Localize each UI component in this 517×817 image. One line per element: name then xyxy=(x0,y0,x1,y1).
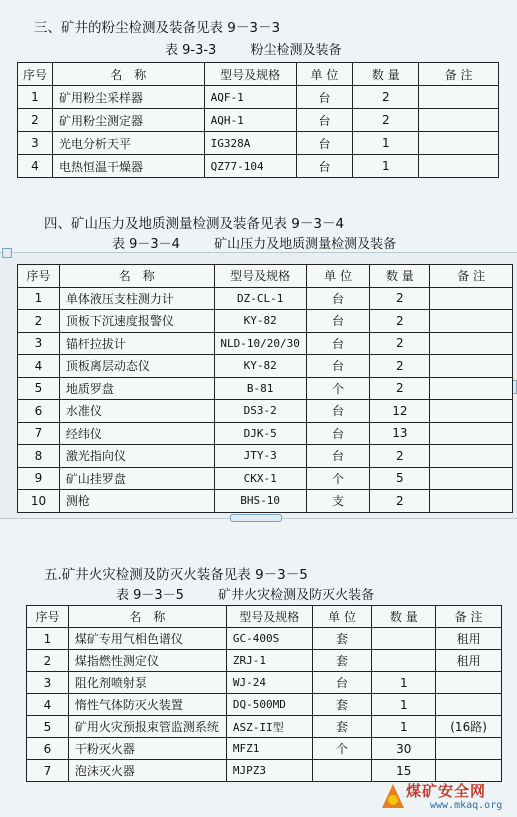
table-row xyxy=(27,694,502,716)
table-cell: 5 xyxy=(27,716,69,738)
table-row xyxy=(27,738,502,760)
table-cell: 台 xyxy=(306,422,370,445)
table-cell: 2 xyxy=(370,332,430,355)
table-header-row xyxy=(27,606,502,628)
table-cell: 7 xyxy=(18,422,60,445)
table-cell: 13 xyxy=(370,422,430,445)
column-header: 序号 xyxy=(18,63,53,86)
table-cell: 台 xyxy=(306,310,370,333)
table-cell: 矿用粉尘测定器 xyxy=(52,109,204,132)
table-cell: 支 xyxy=(306,490,370,513)
table-cell xyxy=(419,109,499,132)
table-cell: 单体液压支柱测力计 xyxy=(59,287,214,310)
table-cell: 矿用粉尘采样器 xyxy=(52,86,204,109)
caption-number: 表 9-3-3 xyxy=(165,43,217,58)
column-header: 备 注 xyxy=(436,606,502,628)
table-cell: 激光指向仪 xyxy=(59,445,214,468)
table-row xyxy=(18,109,499,132)
table-cell: 个 xyxy=(312,738,372,760)
table-cell: B-81 xyxy=(214,377,306,400)
section2-heading: 四、矿山压力及地质测量检测及装备见表 9－3－4 xyxy=(44,216,345,232)
table-cell: 煤指燃性测定仪 xyxy=(68,650,226,672)
table-cell: AQF-1 xyxy=(204,86,296,109)
table-cell xyxy=(436,672,502,694)
table-cell: 1 xyxy=(18,86,53,109)
table-cell: 干粉灭火器 xyxy=(68,738,226,760)
table-cell xyxy=(430,490,513,513)
table-cell: 煤矿专用气相色谱仪 xyxy=(68,628,226,650)
table-cell: 4 xyxy=(18,155,53,178)
table-cell: 5 xyxy=(370,467,430,490)
table-cell: 1 xyxy=(18,287,60,310)
table-cell: 台 xyxy=(296,109,353,132)
table-cell xyxy=(430,310,513,333)
table-cell: 1 xyxy=(372,672,436,694)
table-cell: 8 xyxy=(18,445,60,468)
table-cell: 电热恒温干燥器 xyxy=(52,155,204,178)
table-cell xyxy=(430,400,513,423)
table-cell: 10 xyxy=(18,490,60,513)
table-cell: 阻化剂喷射泵 xyxy=(68,672,226,694)
table-cell xyxy=(430,422,513,445)
watermark-url: www.mkaq.org xyxy=(430,800,503,811)
table-cell: 2 xyxy=(18,310,60,333)
table-cell: 2 xyxy=(18,109,53,132)
table-cell xyxy=(430,467,513,490)
table-row xyxy=(18,377,513,400)
table-row xyxy=(18,355,513,378)
table-cell: 2 xyxy=(370,377,430,400)
table-move-handle[interactable] xyxy=(2,248,12,258)
table-cell: 矿山挂罗盘 xyxy=(59,467,214,490)
site-watermark xyxy=(380,778,516,816)
table-cell: 2 xyxy=(370,310,430,333)
table-cell: 2 xyxy=(353,86,419,109)
table-cell: CKX-1 xyxy=(214,467,306,490)
table-cell: 2 xyxy=(370,355,430,378)
table-cell: 台 xyxy=(306,287,370,310)
table-cell: 台 xyxy=(306,355,370,378)
table-cell: JTY-3 xyxy=(214,445,306,468)
table-cell: 3 xyxy=(18,132,53,155)
dust-equipment-table xyxy=(17,62,499,178)
table-cell: 30 xyxy=(372,738,436,760)
section1-caption xyxy=(165,39,341,58)
column-header: 备 注 xyxy=(430,265,513,288)
table-cell: KY-82 xyxy=(214,355,306,378)
table-cell: 1 xyxy=(27,628,69,650)
table-cell xyxy=(419,132,499,155)
table-cell: 1 xyxy=(372,694,436,716)
bottom-resize-handle[interactable] xyxy=(230,514,282,522)
table-cell xyxy=(419,155,499,178)
pressure-geology-table xyxy=(17,264,513,513)
table-cell xyxy=(372,650,436,672)
column-header: 名 称 xyxy=(68,606,226,628)
table-cell: 台 xyxy=(306,332,370,355)
caption-title: 矿井火灾检测及防灭火装备 xyxy=(218,588,375,603)
table-cell: 2 xyxy=(370,490,430,513)
table-row xyxy=(27,716,502,738)
table-cell: 台 xyxy=(296,132,353,155)
table-cell: 台 xyxy=(296,155,353,178)
table-cell: 租用 xyxy=(436,628,502,650)
table-cell: ZRJ-1 xyxy=(226,650,312,672)
table-cell: KY-82 xyxy=(214,310,306,333)
table-row xyxy=(27,672,502,694)
table-row xyxy=(18,287,513,310)
section2-caption xyxy=(112,233,396,252)
table-cell xyxy=(430,377,513,400)
table-cell: 个 xyxy=(306,467,370,490)
table-cell: WJ-24 xyxy=(226,672,312,694)
caption-number: 表 9－3－5 xyxy=(116,588,184,603)
table-row xyxy=(18,400,513,423)
table-cell: MFZ1 xyxy=(226,738,312,760)
column-header: 型号及规格 xyxy=(204,63,296,86)
table-row xyxy=(18,422,513,445)
caption-title: 矿山压力及地质测量检测及装备 xyxy=(214,237,397,252)
table-cell: BHS-10 xyxy=(214,490,306,513)
table-cell: (16路) xyxy=(436,716,502,738)
caption-number: 表 9－3－4 xyxy=(112,237,180,252)
table-cell xyxy=(430,332,513,355)
table-cell xyxy=(430,287,513,310)
table-row xyxy=(18,332,513,355)
table-cell: 7 xyxy=(27,760,69,782)
watermark-logo-icon xyxy=(380,782,406,812)
column-header: 名 称 xyxy=(59,265,214,288)
column-header: 数 量 xyxy=(353,63,419,86)
table-cell xyxy=(436,738,502,760)
table-row xyxy=(18,467,513,490)
section1-heading: 三、矿井的粉尘检测及装备见表 9－3－3 xyxy=(34,20,281,36)
column-header: 备 注 xyxy=(419,63,499,86)
column-header: 数 量 xyxy=(372,606,436,628)
table-cell: AQH-1 xyxy=(204,109,296,132)
table-cell: 套 xyxy=(312,650,372,672)
table-row xyxy=(27,628,502,650)
column-header: 单 位 xyxy=(312,606,372,628)
table-cell: 锚杆拉拔计 xyxy=(59,332,214,355)
table-cell: 4 xyxy=(27,694,69,716)
watermark-text: 煤矿安全网 xyxy=(406,782,487,800)
table-cell: 地质罗盘 xyxy=(59,377,214,400)
table-cell xyxy=(430,445,513,468)
table-cell: 经纬仪 xyxy=(59,422,214,445)
table-row xyxy=(18,132,499,155)
table-header-row xyxy=(18,265,513,288)
table-cell: IG328A xyxy=(204,132,296,155)
table-cell xyxy=(419,86,499,109)
table-cell: DZ-CL-1 xyxy=(214,287,306,310)
table-cell: 9 xyxy=(18,467,60,490)
table-cell: 1 xyxy=(353,132,419,155)
table-row xyxy=(18,445,513,468)
table-cell: DJK-5 xyxy=(214,422,306,445)
table-cell: 6 xyxy=(27,738,69,760)
table-row xyxy=(18,490,513,513)
table-cell: DQ-500MD xyxy=(226,694,312,716)
caption-title: 粉尘检测及装备 xyxy=(250,43,342,58)
table-cell: GC-400S xyxy=(226,628,312,650)
table-cell: 顶板离层动态仪 xyxy=(59,355,214,378)
table-cell: 测枪 xyxy=(59,490,214,513)
table-cell xyxy=(430,355,513,378)
table-cell: 12 xyxy=(370,400,430,423)
table-cell xyxy=(436,694,502,716)
table-row xyxy=(27,650,502,672)
table-cell xyxy=(312,760,372,782)
table-cell: 套 xyxy=(312,694,372,716)
table-cell: 4 xyxy=(18,355,60,378)
table-cell: 租用 xyxy=(436,650,502,672)
table-cell: 套 xyxy=(312,716,372,738)
column-header: 型号及规格 xyxy=(214,265,306,288)
fire-equipment-table xyxy=(26,605,502,782)
table-cell: DS3-2 xyxy=(214,400,306,423)
section3-heading: 五.矿井火灾检测及防灭火装备见表 9－3－5 xyxy=(44,567,308,583)
table-cell: 台 xyxy=(312,672,372,694)
table-cell: MJPZ3 xyxy=(226,760,312,782)
table-cell: 个 xyxy=(306,377,370,400)
table-row xyxy=(18,310,513,333)
table-cell: 1 xyxy=(372,716,436,738)
table-cell: 2 xyxy=(370,287,430,310)
section3-caption xyxy=(116,584,374,603)
table-cell: 5 xyxy=(18,377,60,400)
table-cell: 水准仪 xyxy=(59,400,214,423)
table-cell: 3 xyxy=(18,332,60,355)
table-cell: 2 xyxy=(27,650,69,672)
table-cell: 3 xyxy=(27,672,69,694)
column-header: 序号 xyxy=(18,265,60,288)
column-header: 名 称 xyxy=(52,63,204,86)
table-cell: QZ77-104 xyxy=(204,155,296,178)
table-cell: 6 xyxy=(18,400,60,423)
table-cell: 15 xyxy=(372,760,436,782)
table-cell: 台 xyxy=(306,400,370,423)
table-cell: 惰性气体防灭火装置 xyxy=(68,694,226,716)
table-cell xyxy=(372,628,436,650)
table-cell: 2 xyxy=(353,109,419,132)
column-header: 数 量 xyxy=(370,265,430,288)
column-header: 单 位 xyxy=(296,63,353,86)
column-header: 型号及规格 xyxy=(226,606,312,628)
table-cell: 台 xyxy=(296,86,353,109)
table-cell: 顶板下沉速度报警仪 xyxy=(59,310,214,333)
table-row xyxy=(18,86,499,109)
table-cell: NLD-10/20/30 xyxy=(214,332,306,355)
table-cell: 泡沫灭火器 xyxy=(68,760,226,782)
column-header: 单 位 xyxy=(306,265,370,288)
column-header: 序号 xyxy=(27,606,69,628)
table-cell: 矿用火灾预报束管监测系统 xyxy=(68,716,226,738)
table-cell: 2 xyxy=(370,445,430,468)
table-header-row xyxy=(18,63,499,86)
table-cell: 1 xyxy=(353,155,419,178)
table-cell: 台 xyxy=(306,445,370,468)
table-cell: 光电分析天平 xyxy=(52,132,204,155)
table-cell: 套 xyxy=(312,628,372,650)
table-row xyxy=(18,155,499,178)
table-cell: ASZ-II型 xyxy=(226,716,312,738)
